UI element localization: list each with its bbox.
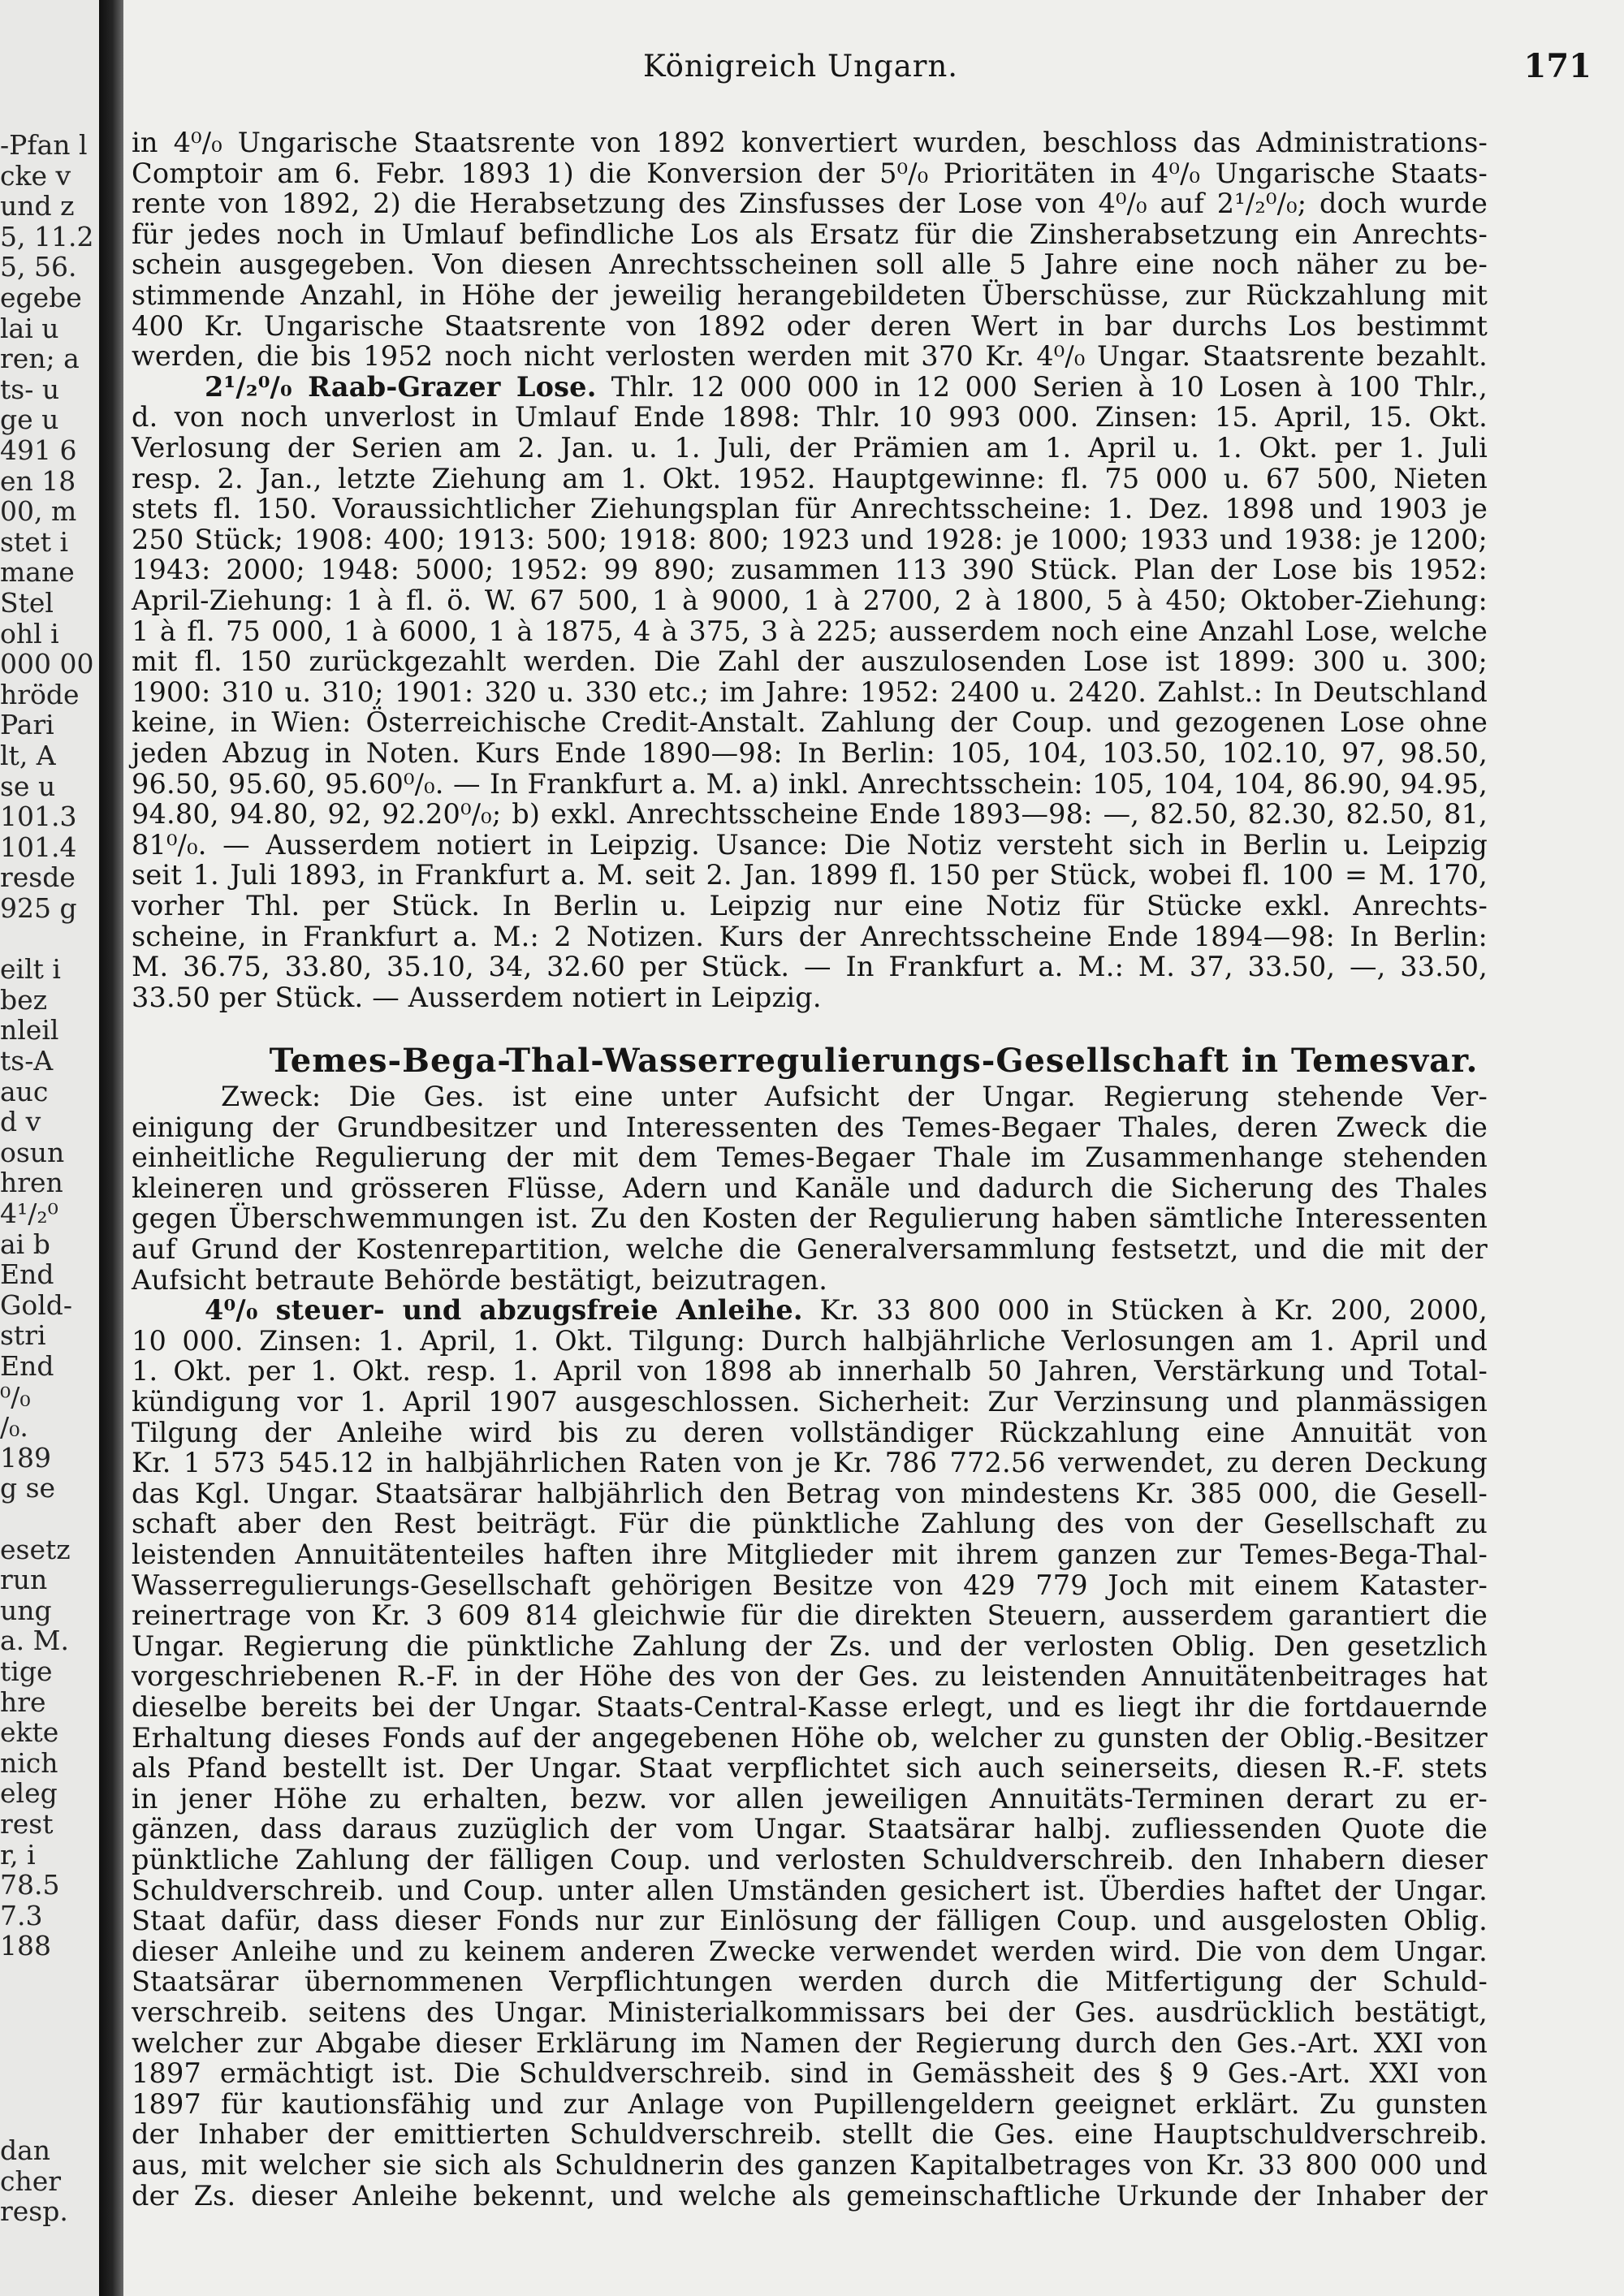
text-line: 33.50 per Stück. — Ausserdem notiert in Leipzig. [132, 981, 822, 1013]
left-page-line: dan [0, 2135, 51, 2166]
text-line: Schuldverschreib. und Coup. unter allen Umständen gesichert ist. Überdies haftet der Ungar. [132, 1874, 1488, 1906]
left-page-line: ts- u [0, 373, 60, 405]
left-page-line: osun [0, 1137, 65, 1168]
page-header [123, 49, 1624, 97]
text-line: das Kgl. Ungar. Staatsärar halbjährlich den Betrag von mindestens Kr. 385 000, die Gesell- [132, 1477, 1488, 1509]
text-line: leistenden Annuitätenteiles haften ihre Mitglieder mit ihrem ganzen zur Temes-Bega-Thal- [132, 1539, 1488, 1570]
left-page-line: hre [0, 1686, 46, 1718]
left-page-line: nleil [0, 1015, 59, 1047]
text-line: pünktliche Zahlung der fälligen Coup. und verlosten Schuldverschreib. den Inhabern dieser [132, 1844, 1488, 1875]
text-line: Kr. 1 573 545.12 in halbjährlichen Raten von je Kr. 786 772.56 verwendet, zu deren Deckung [132, 1447, 1488, 1479]
text-line: 1943: 2000; 1948: 5000; 1952: 99 890; zusammen 113 390 Stück. Plan der Lose bis 1952: [132, 554, 1488, 586]
text-line: M. 36.75, 33.80, 35.10, 34, 32.60 per Stück. — In Frankfurt a. M.: M. 37, 33.50, —, 33.50, [132, 951, 1488, 983]
left-page-fragment [0, 0, 99, 2296]
left-page-line: 4¹/₂⁰ [0, 1198, 58, 1229]
text-line: der Inhaber der emittierten Schuldverschreib. stellt die Ges. eine Hauptschuldverschreib. [132, 2118, 1488, 2151]
text-line: als Pfand bestellt ist. Der Ungar. Staat verpflichtet sich auch seinerseits, diesen R.-F. stets [132, 1752, 1488, 1785]
left-page-line: 189 [0, 1442, 51, 1474]
text-line: aus, mit welcher sie sich als Schuldnerin des ganzen Kapitalbetrages von Kr. 33 800 000 und [132, 2149, 1488, 2181]
text-line: 1900: 310 u. 310; 1901: 320 u. 330 etc.; im Jahre: 1952: 2400 u. 2420. Zahlst.: In Deutschland [132, 675, 1488, 708]
left-page-line: stri [0, 1320, 46, 1352]
text-line: Staatsärar übernommenen Verpflichtungen werden durch die Mitfertigung der Schuld- [132, 1966, 1488, 1998]
left-page-line: lai u [0, 313, 59, 344]
left-page-line: 491 6 [0, 435, 77, 466]
text-line: 1897 ermächtigt ist. Die Schuldverschreib. sind in Gemässheit des § 9 Ges.-Art. XXI von [132, 2057, 1488, 2090]
inline-text: Thlr. 12 000 000 in 12 000 Serien à 10 Losen à 100 Thlr., [596, 370, 1488, 403]
left-page-line: 101.4 [0, 831, 77, 863]
text-line: dieser Anleihe und zu keinem anderen Zwecke verwendet werden wird. Die von dem Ungar. [132, 1935, 1488, 1967]
left-page-line: Stel [0, 588, 54, 619]
left-page-line: 5, 11.2 [0, 221, 94, 252]
text-line: für jedes noch in Umlauf befindliche Los als Ersatz für die Zinsherabsetzung ein Anrechts- [132, 218, 1488, 250]
left-page-line: ung [0, 1595, 52, 1626]
text-line: d. von noch unverlost in Umlauf Ende 1898: Thlr. 10 993 000. Zinsen: 15. April, 15. Okt. [132, 401, 1488, 434]
left-page-line: cher [0, 2165, 62, 2197]
text-line: Tilgung der Anleihe wird bis zu deren vollständiger Rückzahlung eine Annuität von [132, 1416, 1488, 1448]
text-line: Staat dafür, dass dieser Fonds nur zur Einlösung der fälligen Coup. und ausgelosten Oblig. [132, 1905, 1488, 1937]
text-line: 250 Stück; 1908: 400; 1913: 500; 1918: 800; 1923 und 1928: je 1000; 1933 und 1938: je 1200; [132, 523, 1488, 555]
section-heading: Temes-Bega-Thal-Wasserregulierungs-Gesellschaft in Temesvar. [269, 1042, 1479, 1080]
left-page-line: eilt i [0, 954, 61, 986]
text-line: 96.50, 95.60, 95.60⁰/₀. — In Frankfurt a. M. a) inkl. Anrechtsschein: 105, 104, 104, 86.90, 94.95, [132, 767, 1488, 800]
text-line: gänzen, dass daraus zuzüglich der vom Ungar. Staatsärar halbj. zufliessenden Quote die [132, 1813, 1488, 1845]
left-page-line: ren; a [0, 343, 80, 375]
left-page-line: End [0, 1259, 54, 1291]
text-line: April-Ziehung: 1 à fl. ö. W. 67 500, 1 à 9000, 1 à 2700, 2 à 1800, 5 à 450; Oktober-Ziehung: [132, 585, 1488, 616]
text-line: vorgeschriebenen R.-F. in der Höhe des von der Ges. zu leistenden Annuitätenbeitrages hat [132, 1660, 1488, 1693]
left-page-line: ohl i [0, 618, 59, 650]
text-line: 1897 für kautionsfähig und zur Anlage von Pupillengeldern geeignet erklärt. Zu gunsten [132, 2087, 1488, 2120]
left-page-line: 925 g [0, 893, 77, 924]
left-page-line: cke v [0, 160, 71, 192]
left-page-line: 7.3 [0, 1900, 43, 1931]
text-line: Wasserregulierungs-Gesellschaft gehörigen Besitze von 429 779 Joch mit einem Kataster- [132, 1569, 1488, 1601]
text-line: 81⁰/₀. — Ausserdem notiert in Leipzig. Usance: Die Notiz versteht sich in Berlin u. Leipzig [132, 828, 1488, 861]
text-line: einheitliche Regulierung der mit dem Temes-Begaer Thale im Zusammenhange stehenden [132, 1142, 1488, 1174]
text-line: schaft aber den Rest beiträgt. Für die pünktliche Zahlung des von der Gesellschaft zu [132, 1508, 1488, 1540]
left-page-line: hren [0, 1167, 63, 1199]
text-line: Zweck: Die Ges. ist eine unter Aufsicht der Ungar. Regierung stehende Ver- [221, 1081, 1488, 1112]
left-page-line: egebe [0, 283, 82, 313]
left-page-line: /₀. [0, 1412, 28, 1444]
text-line: der Zs. dieser Anleihe bekennt, und welche als gemeinschaftliche Urkunde der Inhaber der [132, 2179, 1488, 2212]
document-page [123, 0, 1624, 2296]
left-page-line: eleg [0, 1778, 58, 1810]
text-line: werden, die bis 1952 noch nicht verlosten werden mit 370 Kr. 4⁰/₀ Ungar. Staatsrente bezahlt. [132, 340, 1488, 373]
text-line: kündigung vor 1. April 1907 ausgeschlossen. Sicherheit: Zur Verzinsung und planmässigen [132, 1386, 1488, 1418]
raab-grazer-heading: 2¹/₂⁰/₀ Raab-Grazer Lose. [205, 370, 597, 403]
text-line: dieselbe bereits bei der Ungar. Staats-Central-Kasse erlegt, und es liegt ihr die fortdauernde [132, 1691, 1488, 1723]
left-page-line: 78.5 [0, 1870, 60, 1901]
left-page-line: und z [0, 191, 75, 222]
anleihe-heading: 4⁰/₀ steuer- und abzugsfreie Anleihe. [205, 1294, 803, 1327]
text-line: Comptoir am 6. Febr. 1893 1) die Konversion der 5⁰/₀ Prioritäten in 4⁰/₀ Ungarische Staats- [132, 157, 1488, 189]
left-page-line: lt, A [0, 740, 56, 771]
inline-text: Kr. 33 800 000 in Stücken à Kr. 200, 2000, [802, 1294, 1488, 1327]
left-page-line: a. M. [0, 1625, 69, 1657]
left-page-line: Pari [0, 710, 54, 741]
text-line: Ungar. Regierung die pünktliche Zahlung der Zs. und der verlosten Oblig. Den gesetzlich [132, 1629, 1488, 1662]
left-page-line: en 18 [0, 465, 76, 497]
text-line: schein ausgegeben. Von diesen Anrechtsscheinen soll alle 5 Jahre eine noch näher zu be- [132, 248, 1488, 281]
text-line: in 4⁰/₀ Ungarische Staatsrente von 1892 konvertiert wurden, beschloss das Administrations- [132, 127, 1488, 158]
text-line: rente von 1892, 2) die Herabsetzung des Zinsfusses der Lose von 4⁰/₀ auf 2¹/₂⁰/₀; doch wurde [132, 188, 1488, 220]
left-page-line: -Pfan l [0, 130, 88, 161]
text-line: 1. Okt. per 1. Okt. resp. 1. April von 1898 ab innerhalb 50 Jahren, Verstärkung und Total- [132, 1355, 1488, 1388]
text-line: mit fl. 150 zurückgezahlt werden. Die Zahl der auszulosenden Lose ist 1899: 300 u. 300; [132, 645, 1488, 678]
left-page-line: ai b [0, 1228, 50, 1260]
left-page-line: ge u [0, 404, 59, 436]
text-line: auf Grund der Kostenrepartition, welche die Generalversammlung festsetzt, und die mit der [132, 1233, 1488, 1265]
left-page-line: stet i [0, 526, 69, 558]
text-line: reinertrage von Kr. 3 609 814 gleichwie für die direkten Steuern, ausserdem garantiert die [132, 1599, 1488, 1632]
text-line: verschreib. seitens des Ungar. Ministerialkommissars bei der Ges. ausdrücklich bestätigt, [132, 1996, 1488, 2028]
text-line: vorher Thl. per Stück. In Berlin u. Leipzig nur eine Notiz für Stücke exkl. Anrechts- [132, 890, 1488, 921]
left-page-line: nich [0, 1747, 58, 1779]
text-line: in jener Höhe zu erhalten, bezw. vor allen jeweiligen Annuitäts-Terminen derart zu er- [132, 1782, 1488, 1815]
text-line: jeden Abzug in Noten. Kurs Ende 1890—98: In Berlin: 105, 104, 103.50, 102.10, 97, 98.50, [132, 737, 1488, 769]
book-gutter [99, 0, 123, 2296]
text-line: 1 à fl. 75 000, 1 à 6000, 1 à 1875, 4 à 375, 3 à 225; ausserdem noch eine Anzahl Lose, welche [132, 615, 1488, 647]
left-page-line: g se [0, 1473, 56, 1504]
left-page-line: se u [0, 770, 56, 802]
text-line: keine, in Wien: Österreichische Credit-Anstalt. Zahlung der Coup. und gezogenen Lose ohne [132, 706, 1488, 739]
text-line: resp. 2. Jan., letzte Ziehung am 1. Okt. 1952. Hauptgewinne: fl. 75 000 u. 67 500, Nieten [132, 462, 1488, 494]
left-page-line: hröde [0, 679, 80, 710]
left-page-line: 00, m [0, 496, 77, 528]
text-line: 400 Kr. Ungarische Staatsrente von 1892 oder deren Wert in bar durchs Los bestimmt [132, 309, 1488, 342]
left-page-line: 188 [0, 1931, 51, 1962]
left-page-line: tige [0, 1656, 53, 1687]
text-line: 10 000. Zinsen: 1. April, 1. Okt. Tilgung: Durch halbjährliche Verlosungen am 1. April und [132, 1324, 1488, 1357]
text-line [205, 372, 1488, 403]
text-line: kleineren und grösseren Flüsse, Adern und Kanäle und dadurch die Sicherung des Thales [132, 1172, 1488, 1204]
text-line: stimmende Anzahl, in Höhe der jeweilig herangebildeten Überschüsse, zur Rückzahlung mit [132, 279, 1488, 311]
left-page-line: ⁰/₀ [0, 1381, 31, 1413]
text-line: stets fl. 150. Voraussichtlicher Ziehungsplan für Anrechtsscheine: 1. Dez. 1898 und 1903 je [132, 493, 1488, 525]
running-title: Königreich Ungarn. [643, 49, 959, 84]
left-page-line: ts-A [0, 1046, 54, 1077]
text-line: scheine, in Frankfurt a. M.: 2 Notizen. Kurs der Anrechtsscheine Ende 1894—98: In Berlin: [132, 920, 1488, 952]
left-page-line: run [0, 1564, 48, 1596]
left-page-line: resp. [0, 2196, 68, 2228]
left-page-line: End [0, 1351, 54, 1382]
left-page-line: esetz [0, 1534, 71, 1565]
text-line: Aufsicht betraute Behörde bestätigt, beizutragen. [132, 1263, 828, 1296]
left-page-line: rest [0, 1809, 54, 1840]
text-line [205, 1295, 1488, 1326]
text-line: gegen Überschwemmungen ist. Zu den Kosten der Regulierung haben sämtliche Interessenten [132, 1202, 1488, 1235]
left-page-line: Gold- [0, 1289, 73, 1321]
text-line: seit 1. Juli 1893, in Frankfurt a. M. seit 2. Jan. 1899 fl. 150 per Stück, wobei fl. 100 = M. 170, [132, 859, 1488, 891]
text-line: welcher zur Abgabe dieser Erklärung im Namen der Regierung durch den Ges.-Art. XXI von [132, 2026, 1488, 2059]
page-number: 171 [1523, 47, 1592, 85]
left-page-line: auc [0, 1076, 49, 1107]
text-line: 94.80, 94.80, 92, 92.20⁰/₀; b) exkl. Anrechtsscheine Ende 1893—98: —, 82.50, 82.30, 82.50, 81, [132, 798, 1488, 831]
left-page-line: 101.3 [0, 801, 77, 833]
left-page-line: r, i [0, 1839, 36, 1871]
left-page-line: 5, 56. [0, 252, 77, 283]
left-page-line: bez [0, 984, 48, 1016]
left-page-line: mane [0, 557, 75, 589]
text-line: Erhaltung dieses Fonds auf der angegebenen Höhe ob, welcher zu gunsten der Oblig.-Besitzer [132, 1721, 1488, 1754]
left-page-line: 000 00 [0, 649, 94, 680]
left-page-line: d v [0, 1107, 41, 1138]
left-page-line: ekte [0, 1717, 59, 1749]
text-line: Verlosung der Serien am 2. Jan. u. 1. Juli, der Prämien am 1. April u. 1. Okt. per 1. Juli [132, 432, 1488, 464]
left-page-line: resde [0, 862, 76, 894]
text-line: einigung der Grundbesitzer und Interessenten des Temes-Begaer Thales, deren Zweck die [132, 1111, 1488, 1143]
